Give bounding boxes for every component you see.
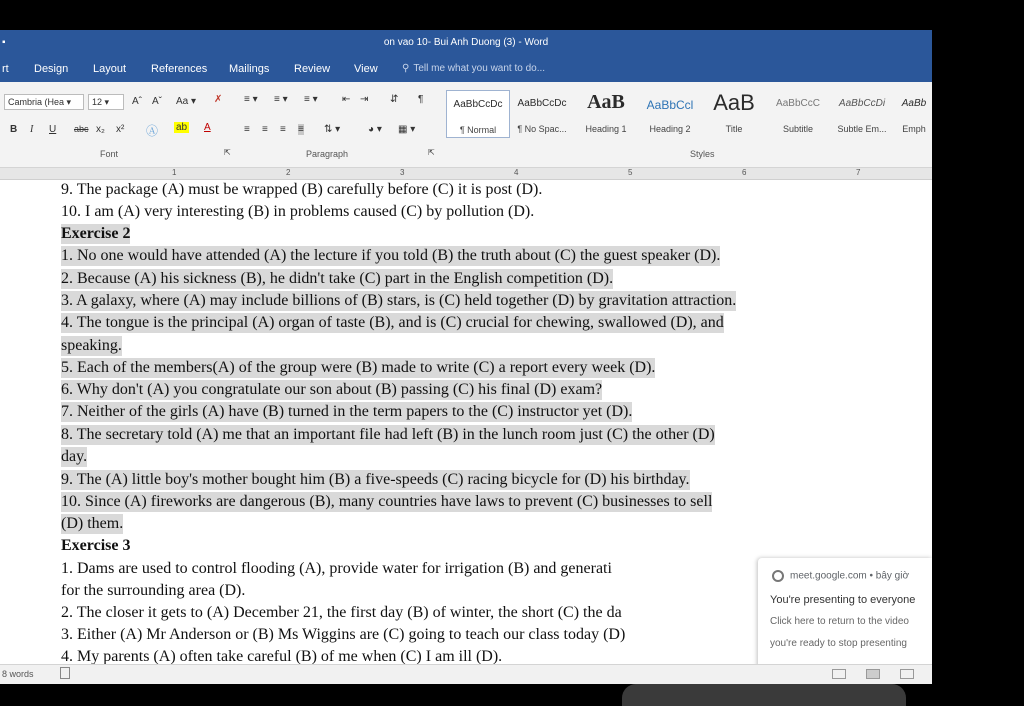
doc-line: 5. Each of the members(A) of the group were (B) made to write (C) a report every week (D). [61,359,656,376]
show-marks-icon[interactable]: ¶ [418,94,424,105]
doc-line: 7. Neither of the girls (A) have (B) turned in the term papers to the (C) instructor yet (D). [61,403,633,420]
ruler-mark: 4 [514,168,519,177]
text-effects-icon[interactable]: Ⓐ [146,124,159,138]
tab-design[interactable]: Design [34,63,69,75]
style-heading-2[interactable] [638,90,702,138]
style-name: Emph [902,124,926,134]
align-left-icon[interactable]: ≡ [244,124,250,135]
ribbon [0,82,932,168]
proofing-icon[interactable] [60,667,70,679]
tab-view[interactable]: View [354,63,378,75]
bold-button[interactable]: B [10,124,18,135]
multilevel-list-icon[interactable]: ≡ ▾ [304,94,318,105]
style-name: Subtitle [782,124,814,134]
meet-source-text: meet.google.com • bây giờ [790,570,910,582]
screen-edge-right [932,0,1024,706]
doc-line: 4. The tongue is the principal (A) organ of taste (B), and is (C) crucial for chewing, swallowed (D), and [61,314,724,331]
font-size-select[interactable]: 12 ▾ [88,94,124,110]
title-bar [0,30,932,58]
doc-line: 1. Dams are used to control flooding (A), provide water for irrigation (B) and generati [61,560,612,577]
style-preview: AaBb [901,98,927,109]
tell-me-text: Tell me what you want to do... [413,63,546,74]
ruler-mark: 7 [856,168,861,177]
doc-line: (D) them. [61,515,124,532]
style-name: Title [725,124,743,134]
style-preview: AaBbCcDc [517,98,567,109]
paragraph-group-label: Paragraph [306,149,349,159]
doc-line: 3. Either (A) Mr Anderson or (B) Ms Wiggins are (C) going to teach our class today (D) [61,626,626,643]
doc-line: 10. Since (A) fireworks are dangerous (B), many countries have laws to prevent (C) businesses to sell [61,493,713,510]
font-name-value: Cambria (Hea [8,97,65,107]
style-subtle-emphasis[interactable] [830,90,894,138]
presenting-bar [622,684,906,706]
ruler-mark: 3 [400,168,405,177]
tab-partial[interactable]: rt [2,63,9,75]
lightbulb-icon: ⚲ [402,63,410,74]
ruler-mark: 5 [628,168,633,177]
doc-line: day. [61,448,88,465]
grow-font-button[interactable]: Aˆ [132,96,142,107]
ruler-mark: 6 [742,168,747,177]
doc-line: 2. Because (A) his sickness (B), he didn't take (C) part in the English competition (D). [61,270,614,287]
doc-line: 3. A galaxy, where (A) may include billions of (B) stars, is (C) held together (D) by gravitation attraction. [61,292,737,309]
style-subtitle[interactable] [766,90,830,138]
style-normal[interactable] [446,90,510,138]
font-size-value: 12 [92,97,103,107]
doc-line: 1. No one would have attended (A) the lecture if you told (B) the truth about (C) the guest speaker (D). [61,247,721,264]
highlight-icon[interactable]: ab [176,122,188,133]
meet-presenting-popup[interactable] [758,558,932,678]
doc-line: 9. The (A) little boy's mother bought him (B) a five-speeds (C) racing bicycle for (D) his birthday. [61,471,690,488]
justify-icon[interactable]: ≡ [298,124,304,135]
word-count[interactable]: 8 words [2,669,34,679]
doc-line: 10. I am (A) very interesting (B) in problems caused (C) by pollution (D). [61,203,535,220]
ruler-mark: 2 [286,168,291,177]
style-preview: AaBbCcDi [838,98,886,109]
word-window [0,30,932,684]
shrink-font-button[interactable]: Aˇ [152,96,162,107]
style-title[interactable] [702,90,766,138]
doc-line: for the surrounding area (D). [61,582,246,599]
style-emphasis[interactable] [894,90,932,138]
print-layout-icon[interactable] [866,669,880,679]
style-no-spacing[interactable] [510,90,574,138]
paragraph-launcher-icon[interactable]: ⇱ [428,148,435,157]
underline-button[interactable]: U [49,124,57,135]
font-group-label: Font [100,149,119,159]
doc-line: speaking. [61,337,122,354]
doc-line: 8. The secretary told (A) me that an important file had left (B) in the lunch room just (C) the other (D) [61,426,715,443]
font-launcher-icon[interactable]: ⇱ [224,148,231,157]
meet-message-presenting: You're presenting to everyone [770,594,916,606]
style-preview: AaB [713,90,755,115]
tab-references[interactable]: References [151,63,208,75]
style-name: Subtle Em... [837,124,887,134]
decrease-indent-icon[interactable]: ⇤ [342,94,351,105]
style-name: Heading 2 [649,124,691,134]
window-title: on vao 10- Bui Anh Duong (3) - Word [383,37,549,48]
styles-group-label: Styles [690,149,715,159]
subscript-button[interactable]: x₂ [96,124,105,135]
tab-review[interactable]: Review [294,63,331,75]
increase-indent-icon[interactable]: ⇥ [360,94,369,105]
meet-logo-icon [772,570,784,582]
doc-line: 6. Why don't (A) you congratulate our son about (B) passing (C) his final (D) exam? [61,381,603,398]
ribbon-tabs [0,58,932,82]
sort-icon[interactable]: ⇵ [390,94,399,105]
superscript-button[interactable]: x² [116,124,125,135]
numbering-icon[interactable]: ≡ ▾ [274,94,288,105]
clear-format-icon[interactable]: ✗ [214,94,223,105]
ruler[interactable] [0,168,932,180]
style-name: Heading 1 [585,124,627,134]
bullets-icon[interactable]: ≡ ▾ [244,94,258,105]
status-bar [0,664,932,684]
style-preview: AaB [587,91,625,113]
line-spacing-icon[interactable]: ⇅ ▾ [324,124,341,135]
shading-icon[interactable]: ◕ ▾ [368,124,382,135]
doc-line: 9. The package (A) must be wrapped (B) carefully before (C) it is post (D). [61,181,543,198]
exercise-heading: Exercise 3 [61,537,131,554]
style-name: ¶ Normal [459,125,497,135]
style-preview: AaBbCcDc [453,99,503,110]
ruler-mark: 1 [172,168,177,177]
read-mode-icon[interactable] [832,669,846,679]
strikethrough-button[interactable]: abc [74,124,89,134]
align-center-icon[interactable]: ≡ [262,124,268,135]
tell-me-box[interactable] [402,63,545,74]
style-preview: AaBbCcC [776,98,820,109]
font-name-select[interactable]: Cambria (Hea ▾ [4,94,84,110]
meet-message-return[interactable]: Click here to return to the video [770,616,909,627]
align-right-icon[interactable]: ≡ [280,124,286,135]
tab-mailings[interactable]: Mailings [229,63,270,75]
exercise-heading: Exercise 2 [61,225,131,242]
meet-source [772,570,909,582]
style-preview: AaBbCcl [646,98,694,112]
font-color-icon[interactable]: A [204,122,211,133]
italic-button[interactable]: I [30,124,34,135]
change-case-button[interactable]: Aa ▾ [176,96,197,107]
doc-line: 4. My parents (A) often take careful (B) of me when (C) I am ill (D). [61,648,503,664]
style-heading-1[interactable] [574,90,638,138]
meet-message-stop: you're ready to stop presenting [770,638,907,649]
web-layout-icon[interactable] [900,669,914,679]
quick-access-icon[interactable]: ▪ [2,37,6,48]
borders-icon[interactable]: ▦ ▾ [398,124,416,135]
tab-layout[interactable]: Layout [93,63,127,75]
style-name: ¶ No Spac... [517,124,567,134]
doc-line: 2. The closer it gets to (A) December 21, the first day (B) of winter, the short (C) the da [61,604,622,621]
